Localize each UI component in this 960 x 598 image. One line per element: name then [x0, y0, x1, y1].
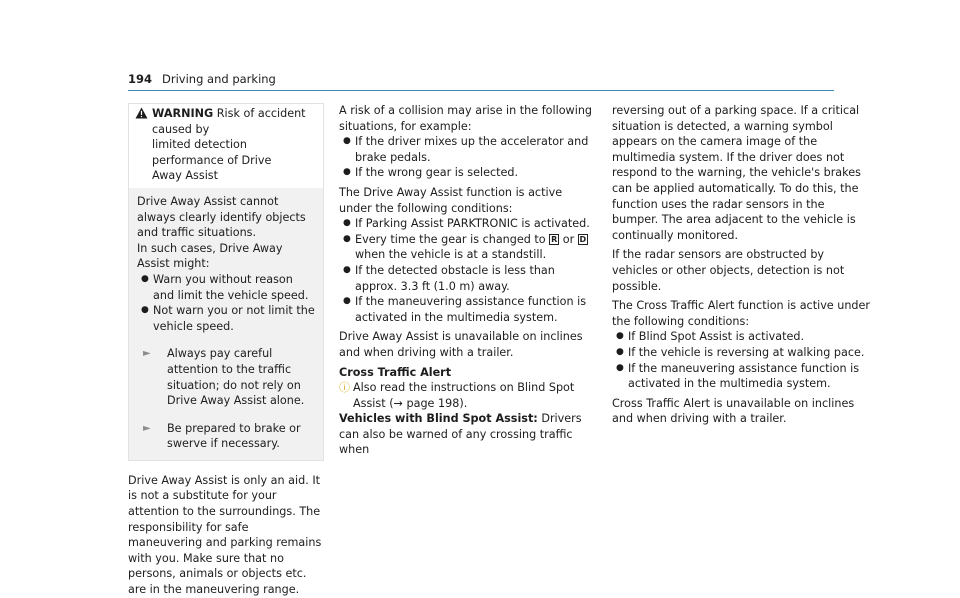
warning-note: ► Be prepared to brake or swerve if necessary. — [137, 421, 315, 452]
column-2 — [339, 103, 596, 458]
column-1 — [128, 103, 324, 598]
cta-continuation: reversing out of a parking space. If a critical situation is detected, a warning symbol appears on the camera image of the multimedia system. If the driver does not respond to the warning, the vehicle's brakes can be applied automatically. To do this, the function uses the radar sensors in the bumper. The area adjacent to the vehicle is continually monitored. — [612, 104, 861, 242]
warning-bullet: ● Not warn you or not limit the vehicle speed. — [137, 303, 315, 334]
arrow-icon: ► — [143, 422, 151, 434]
bullet-icon: ● — [141, 273, 149, 284]
gear-d-key: D — [579, 234, 587, 244]
bullet-icon: ● — [343, 233, 351, 244]
page-number: 194 — [128, 72, 153, 86]
list-item: ● If Parking Assist PARKTRONIC is activated. — [339, 216, 596, 232]
warning-body — [129, 188, 323, 460]
warning-lead: In such cases, Drive Away Assist might: — [137, 241, 283, 271]
arrow-icon: ► — [143, 348, 151, 360]
bullet-icon: ● — [616, 331, 624, 342]
warning-note: ► Always pay careful attention to the traffic situation; do not rely on Drive Away Assist alone. — [137, 346, 315, 408]
warning-head-line1: Risk of accident caused by — [152, 107, 306, 136]
bullet-icon: ● — [343, 296, 351, 307]
header-rule — [128, 90, 834, 91]
bullet-icon: ● — [343, 218, 351, 229]
obstructed-paragraph: If the radar sensors are obstructed by vehicles or other objects, detection is not possible. — [612, 248, 845, 293]
list-item: ● Every time the gear is changed to R or D when the vehicle is at a standstill. — [339, 232, 596, 263]
conditions-lead: The Drive Away Assist function is active under the following conditions: — [339, 185, 563, 215]
bullet-icon: ● — [343, 136, 351, 147]
section-title: Driving and parking — [162, 72, 276, 86]
list-item: ● If the detected obstacle is less than approx. 3.3 ft (1.0 m) away. — [339, 263, 596, 294]
inclines-paragraph: Drive Away Assist is unavailable on inclines and when driving with a trailer. — [339, 330, 583, 359]
list-item: ● If the maneuvering assistance function is activated in the multimedia system. — [612, 361, 870, 392]
warning-head-line2: limited detection performance of Drive — [152, 138, 272, 167]
cta-conditions-lead: The Cross Traffic Alert function is active under the following conditions: — [612, 299, 871, 328]
warning-intro: Drive Away Assist cannot always clearly identify objects and traffic situations. — [137, 194, 306, 240]
info-icon: ⓘ — [339, 381, 350, 395]
column-3 — [612, 103, 870, 427]
gear-r-key: R — [551, 234, 558, 244]
bullet-icon: ● — [616, 346, 624, 357]
warning-box — [128, 103, 324, 461]
vehicles-paragraph: Vehicles with Blind Spot Assist: Drivers can also be warned of any crossing traffic when — [339, 412, 582, 457]
warning-header — [129, 104, 323, 188]
list-item: ● If the vehicle is reversing at walking pace. — [612, 345, 870, 361]
warning-bullet: ● Warn you without reason and limit the vehicle speed. — [137, 272, 315, 303]
warning-title: WARNING — [152, 107, 214, 120]
list-item: ● If Blind Spot Assist is activated. — [612, 329, 870, 345]
aid-paragraph: Drive Away Assist is only an aid. It is not a substitute for your attention to the surroundings. The responsibility for safe maneuvering and parking remains with you. Make sure that no persons, animals or objects etc. are in the maneuvering range. — [128, 473, 322, 597]
page-header — [128, 72, 276, 86]
cross-traffic-heading: Cross Traffic Alert — [339, 365, 452, 379]
list-item: ● If the driver mixes up the accelerator and brake pedals. — [339, 134, 596, 165]
bullet-icon: ● — [616, 362, 624, 373]
bullet-icon: ● — [141, 305, 149, 316]
warning-icon — [135, 106, 152, 184]
bullet-icon: ● — [343, 167, 351, 178]
collision-intro: A risk of a collision may arise in the following situations, for example: — [339, 104, 593, 133]
info-note: ⓘ Also read the instructions on Blind Spot Assist (→ page 198). — [339, 381, 575, 410]
list-item: ● If the maneuvering assistance function is activated in the multimedia system. — [339, 294, 596, 325]
list-item: ● If the wrong gear is selected. — [339, 165, 596, 181]
warning-head-line3: Away Assist — [152, 169, 219, 183]
bullet-icon: ● — [343, 264, 351, 275]
cta-unavailable-paragraph: Cross Traffic Alert is unavailable on inclines and when driving with a trailer. — [612, 396, 855, 426]
